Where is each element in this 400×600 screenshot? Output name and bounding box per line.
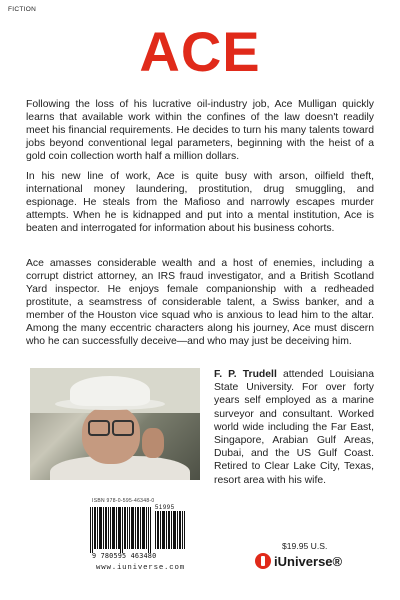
author-bio	[214, 368, 374, 487]
price-barcode	[155, 511, 185, 549]
retail-price: $19.95 U.S.	[282, 541, 328, 551]
iuniverse-logo-icon	[255, 553, 271, 569]
isbn-label: ISBN 978-0-595-46348-0	[92, 498, 155, 504]
glasses-right-lens	[112, 420, 134, 436]
blurb-paragraph-3: Ace amasses considerable wealth and a host of enemies, including a corrupt district attorney, an IRS fraud investigator, and a British Scotland Yard inspector. He enjoys female companionship with a redheaded prostitute, a seamstress of considerable talent, a Swiss banker, and a member of the Houston vice squad who is anxious to lead him to the altar. Among the many eccentric characters along his journey, Ace must discern who he can successfully deceive—and who may just be deceiving him.	[26, 258, 374, 347]
genre-label: FICTION	[8, 6, 37, 13]
ean-barcode	[90, 507, 152, 553]
glasses-left-lens	[88, 420, 110, 436]
author-name: F. P. Trudell	[214, 369, 277, 380]
author-photo	[30, 368, 200, 480]
blurb-paragraph-2: In his new line of work, Ace is quite busy with arson, oilfield theft, international money laundering, prostitution, drug smuggling, and espionage. He steals from the Mafioso and narrowly escapes murder attempts. When he is kidnapped and put into a mental institution, Ace is beaten and interrogated for information about his business cohorts.	[26, 171, 374, 234]
book-title: ACE	[139, 20, 261, 83]
price-code: 51995	[155, 505, 175, 511]
photo-hand	[142, 428, 164, 458]
author-bio-text: attended Louisiana State University. For over forty years self employed as a marine surveyor and consultant. Worked world wide including the Far East, Singapore, Arabian Gulf Areas, Dubai, and the US Gulf Coast. Retired to Clear Lake City, Texas, resort area with his wife.	[214, 369, 374, 486]
publisher-name: iUniverse®	[274, 554, 343, 569]
publisher-website[interactable]: www.iuniverse.com	[96, 564, 185, 572]
ean-digits: 9 780595 463480	[92, 552, 157, 560]
blurb-paragraph-1: Following the loss of his lucrative oil-industry job, Ace Mulligan quickly learns that available work within the confines of the law doesn't readily meet his financial requirements. He decides to turn his many talents toward jobs beyond conventional legal parameters, beginning with the heist of a gold coin collection worth half a million dollars.	[26, 99, 374, 162]
hat-crown	[70, 376, 150, 406]
